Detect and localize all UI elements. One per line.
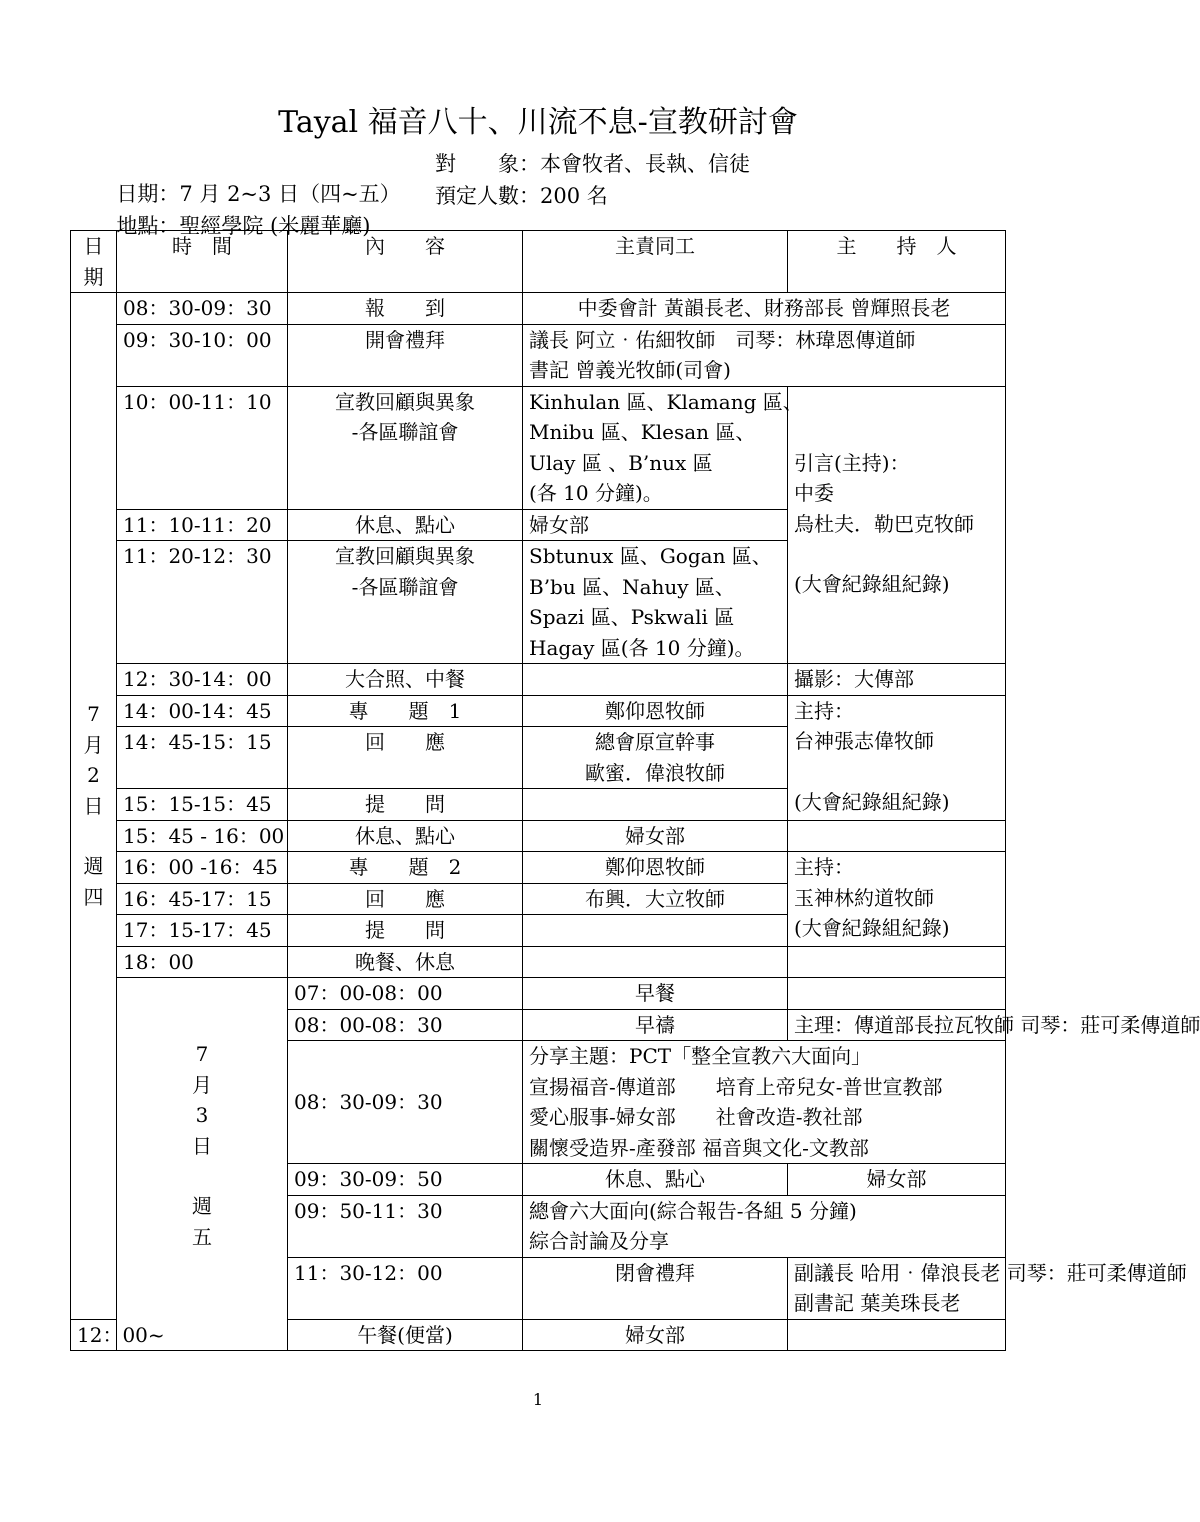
time-cell: 11：20-12：30	[117, 541, 288, 664]
day1-date-spacer	[71, 821, 116, 851]
staff-cell: 中委會計 黃韻長老、財務部長 曾輝照長老	[523, 293, 1006, 325]
staff-cell	[788, 1257, 1187, 1319]
content-line: -各區聯誼會	[351, 574, 459, 599]
day1-date-line: 四	[83, 884, 104, 909]
header-staff: 主責同工	[523, 231, 788, 293]
host-line: (大會紀錄組紀錄)	[794, 789, 950, 814]
staff-line: B’bu 區、Nahuy 區、	[529, 574, 735, 599]
host-line: 主持：	[794, 698, 854, 723]
header-date	[71, 231, 117, 293]
staff-line: 副書記 葉美珠長老	[794, 1291, 961, 1315]
time-cell: 07：00-08：00	[288, 978, 523, 1010]
content-line: 愛心服事-婦女部 社會改造-教社部	[529, 1105, 863, 1129]
day2-date-line: 週	[192, 1194, 212, 1218]
content-cell: 回 應	[288, 727, 523, 789]
table-header-row	[71, 231, 1006, 293]
staff-line: Ulay 區 、B’nux 區	[529, 450, 713, 475]
time-cell: 14：00-14：45	[117, 695, 288, 727]
staff-cell: 布興．大立牧師	[523, 883, 788, 915]
staff-cell: 婦女部	[788, 1164, 1006, 1196]
content-line: 關懷受造界-產發部 福音與文化-文教部	[529, 1135, 869, 1160]
staff-cell	[523, 789, 788, 821]
content-cell: 大合照、中餐	[288, 664, 523, 696]
content-line: 總會六大面向(綜合報告-各組 5 分鐘)	[529, 1198, 857, 1223]
time-cell: 15：15-15：45	[117, 789, 288, 821]
content-cell: 休息、點心	[288, 820, 523, 852]
staff-cell: 婦女部	[523, 509, 788, 541]
staff-cell: 主理：傳道部長拉瓦牧師 司琴：莊可柔傳道師	[788, 1009, 1006, 1041]
day1-date-line: 月	[83, 732, 104, 757]
content-line: 綜合討論及分享	[529, 1229, 669, 1253]
table-row	[71, 852, 1006, 884]
host-line: (大會紀錄組紀錄)	[794, 916, 950, 940]
content-cell: 閉會禮拜	[523, 1257, 788, 1319]
host-line: (大會紀錄組紀錄)	[794, 572, 950, 596]
host-cell	[788, 820, 1006, 852]
time-cell: 10：00-11：10	[117, 386, 288, 509]
staff-cell	[523, 664, 788, 696]
event-location: 地點：聖經學院 (米麗華廳)	[116, 214, 371, 238]
content-cell	[288, 541, 523, 664]
content-cell: 提 問	[288, 789, 523, 821]
day2-date-line: 五	[192, 1224, 212, 1249]
staff-line: 副議長 哈用‧偉浪長老 司琴：莊可柔傳道師	[794, 1260, 1187, 1285]
day2-date-spacer	[117, 978, 287, 1039]
staff-line: Mnibu 區、Klesan 區、	[529, 420, 756, 444]
day2-date-line: 日	[192, 1133, 212, 1158]
staff-line: (各 10 分鐘)。	[529, 481, 663, 505]
staff-line: Spazi 區、Pskwali 區	[529, 605, 735, 629]
time-cell: 14：45-15：15	[117, 727, 288, 789]
time-cell: 15：45 - 16：00	[117, 820, 288, 852]
content-cell	[523, 1195, 1006, 1257]
staff-line: 議長 阿立‧佑細牧師 司琴：林瑋恩傳道師	[529, 327, 916, 352]
event-expected-attendance: 預定人數：200 名	[435, 184, 608, 208]
time-cell: 09：30-09：50	[288, 1164, 523, 1196]
content-cell: 晚餐、休息	[288, 946, 523, 978]
time-cell: 16：45-17：15	[117, 883, 288, 915]
staff-cell	[523, 946, 788, 978]
day1-date-line: 2	[87, 763, 100, 788]
staff-cell	[523, 915, 788, 947]
host-line: 玉神林約道牧師	[794, 885, 934, 910]
day2-date-line: 3	[195, 1103, 209, 1127]
content-cell: 提 問	[288, 915, 523, 947]
host-cell	[788, 946, 1006, 978]
content-cell: 早禱	[523, 1009, 788, 1041]
content-cell	[288, 386, 523, 509]
day2-date-cell	[117, 978, 288, 1351]
table-row	[71, 946, 1006, 978]
content-line: 宣教回顧與異象	[335, 544, 475, 568]
host-spacer	[794, 387, 999, 448]
content-line: 分享主題：PCT「整全宣教六大面向」	[529, 1044, 872, 1068]
host-line: 中委	[794, 481, 834, 505]
header-time: 時 間	[117, 231, 288, 293]
host-cell	[788, 1319, 1006, 1351]
content-line: 宣教回顧與異象	[335, 389, 475, 414]
content-cell: 專 題 2	[288, 852, 523, 884]
staff-line: Hagay 區(各 10 分鐘)。	[529, 635, 755, 660]
content-cell: 回 應	[288, 883, 523, 915]
day1-date-line: 週	[83, 854, 104, 879]
host-line: 台神張志偉牧師	[794, 729, 934, 753]
staff-cell	[788, 978, 1006, 1010]
staff-line: 總會原宣幹事	[595, 730, 715, 754]
content-cell: 報 到	[288, 293, 523, 325]
staff-line: Sbtunux 區、Gogan 區、	[529, 544, 772, 568]
day1-date-line: 7	[87, 702, 100, 727]
time-cell: 11：30-12：00	[288, 1257, 523, 1319]
table-row	[71, 820, 1006, 852]
day2-date-spacer	[117, 1161, 287, 1191]
content-cell: 專 題 1	[288, 695, 523, 727]
staff-line: 書記 曾義光牧師(司會)	[529, 358, 731, 382]
day2-date-line: 7	[195, 1042, 209, 1066]
host-cell	[788, 695, 1006, 820]
time-cell: 09：30-10：00	[117, 324, 288, 386]
time-cell: 16：00 -16：45	[117, 852, 288, 884]
content-line: 宣揚福音-傳道部 培育上帝兒女-普世宣教部	[529, 1074, 943, 1099]
table-row	[71, 293, 1006, 325]
staff-cell	[523, 324, 1006, 386]
schedule-table	[70, 230, 1200, 1351]
staff-cell	[523, 541, 788, 664]
host-line: 引言(主持)：	[794, 450, 910, 475]
staff-cell	[523, 727, 788, 789]
host-cell: 攝影：大傳部	[788, 664, 1006, 696]
staff-cell: 婦女部	[523, 820, 788, 852]
time-cell: 18：00	[117, 946, 288, 978]
table-row	[71, 324, 1006, 386]
table-row	[71, 664, 1006, 696]
time-cell: 11：10-11：20	[117, 509, 288, 541]
staff-cell: 鄭仰恩牧師	[523, 695, 788, 727]
document-title: Tayal 福音八十、川流不息-宣教研討會	[278, 105, 798, 140]
content-cell: 早餐	[523, 978, 788, 1010]
time-cell: 08：00-08：30	[288, 1009, 523, 1041]
content-line: -各區聯誼會	[351, 420, 459, 444]
host-spacer	[794, 757, 999, 787]
staff-cell: 鄭仰恩牧師	[523, 852, 788, 884]
time-cell: 17：15-17：45	[117, 915, 288, 947]
staff-line: Kinhulan 區、Klamang 區、	[529, 389, 803, 414]
table-row	[71, 978, 1006, 1010]
content-cell: 開會禮拜	[288, 324, 523, 386]
day1-date-line: 日	[83, 793, 104, 818]
event-date: 日期：7 月 2~3 日（四~五）	[116, 182, 401, 206]
host-line: 主持：	[794, 855, 854, 879]
host-cell	[788, 852, 1006, 947]
header-date-1: 日	[83, 234, 104, 258]
time-cell: 12：00~	[71, 1319, 117, 1351]
time-cell: 08：30-09：30	[117, 293, 288, 325]
time-cell: 09：50-11：30	[288, 1195, 523, 1257]
header-host: 主 持 人	[788, 231, 1006, 293]
time-cell: 12：30-14：00	[117, 664, 288, 696]
host-line: 烏杜夫．勒巴克牧師	[794, 511, 974, 536]
header-date-2: 期	[83, 264, 104, 289]
content-cell	[523, 1041, 1006, 1164]
host-spacer	[794, 539, 999, 569]
time-text: 08：30-09：30	[294, 1089, 443, 1114]
time-cell	[288, 1041, 523, 1164]
day1-date-cell	[71, 293, 117, 1320]
header-content: 內 容	[288, 231, 523, 293]
staff-cell: 婦女部	[523, 1319, 788, 1351]
table-row	[71, 695, 1006, 727]
staff-line: 歐蜜．偉浪牧師	[585, 760, 725, 785]
page-number: 1	[532, 1390, 544, 1409]
content-cell: 午餐(便當)	[288, 1319, 523, 1351]
content-cell: 休息、點心	[288, 509, 523, 541]
day2-date-line: 月	[192, 1072, 212, 1097]
table-row	[71, 386, 1006, 509]
content-cell: 休息、點心	[523, 1164, 788, 1196]
event-audience: 對 象：本會牧者、長執、信徒	[435, 152, 750, 176]
staff-cell	[523, 386, 803, 509]
host-cell	[788, 386, 1006, 664]
